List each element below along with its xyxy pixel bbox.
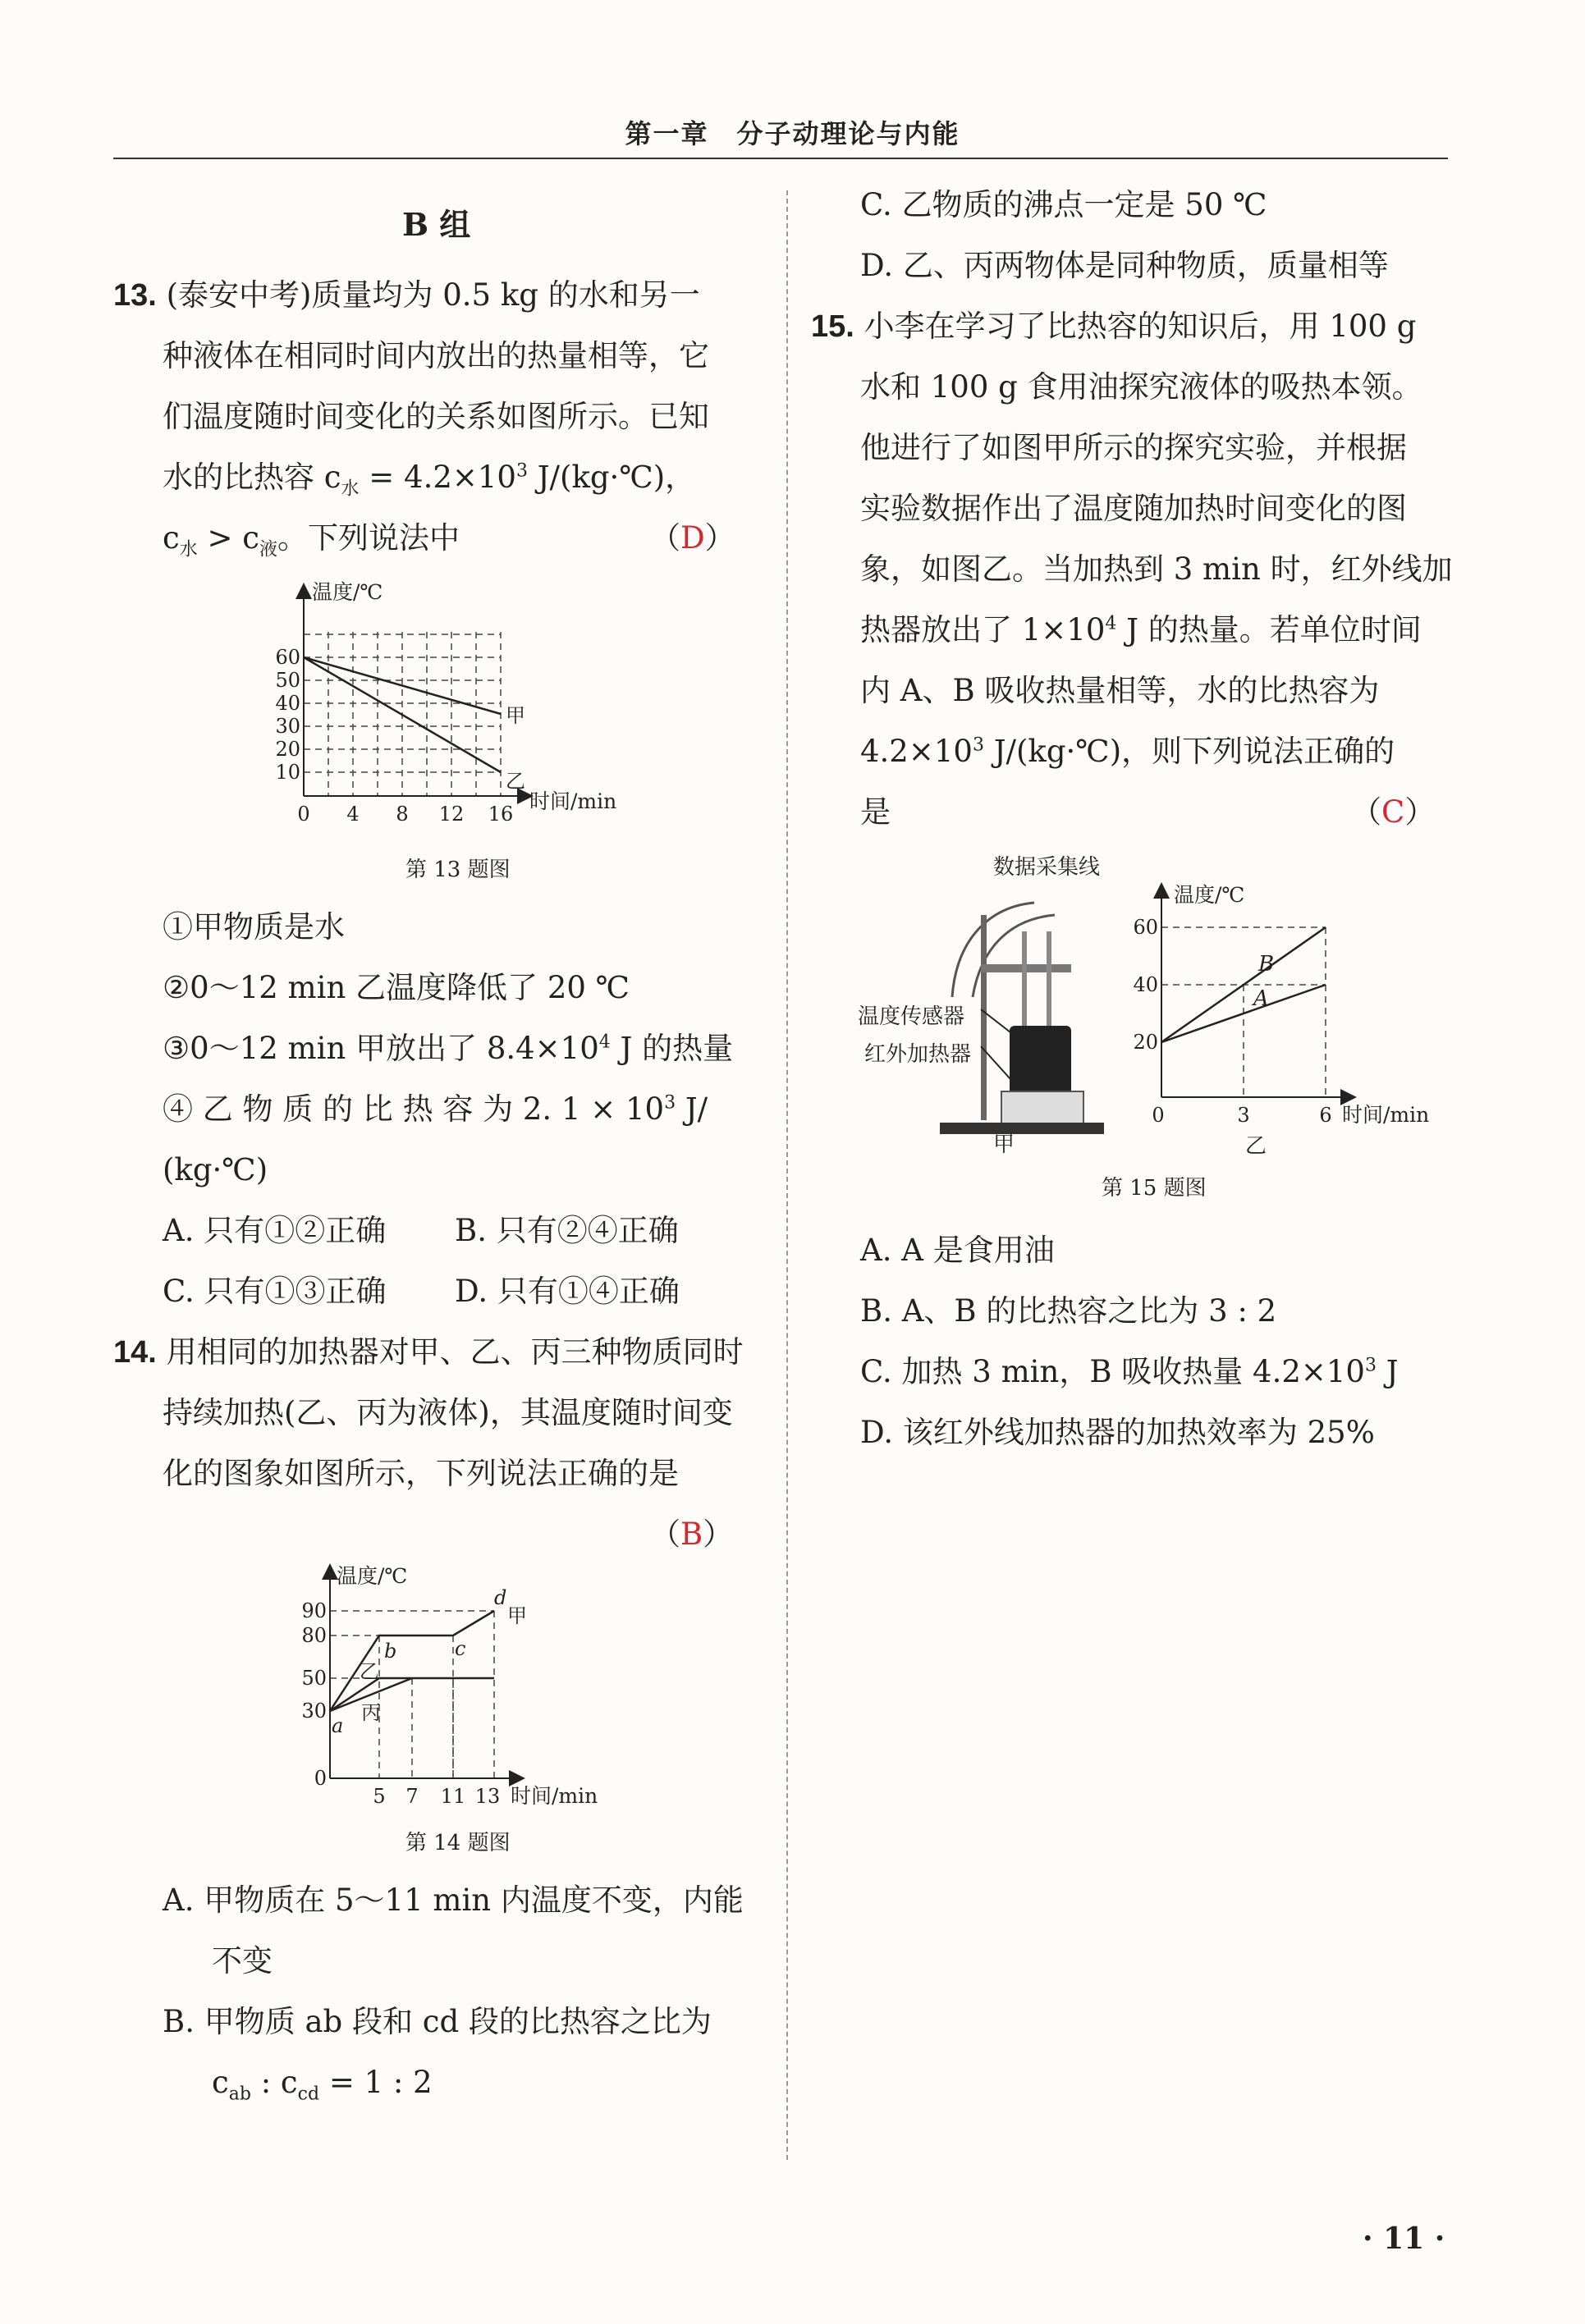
q14-b2c: = 1 : 2 [319, 2065, 433, 2100]
q13-xlabel: 时间/min [529, 789, 617, 813]
q13-number: 13. [113, 278, 157, 313]
q13-xtick: 16 [488, 803, 514, 826]
q13-l4a: 水的比热容 c [163, 460, 341, 495]
q14-opt-a2: 不变 [212, 1943, 273, 1979]
q13-s4sup: 3 [664, 1092, 676, 1114]
q13-s4a: ④ 乙 物 质 的 比 热 容 为 2. 1 × 10 [163, 1091, 665, 1127]
q13-ytick: 50 [275, 669, 300, 692]
q14-line2: 持续加热(乙、丙为液体)，其温度随时间变 [163, 1395, 733, 1430]
column-divider [786, 190, 788, 2160]
q14-opt-a1: A. 甲物质在 5～11 min 内温度不变，内能 [163, 1883, 744, 1918]
q15-xtick: 0 [1152, 1104, 1165, 1127]
q13-text-1: (泰安中考)质量均为 0.5 kg 的水和另一 [166, 277, 700, 313]
q13-s3a: ③0～12 min 甲放出了 8.4×10 [163, 1031, 599, 1066]
q13-opt-b: B. 只有②④正确 [455, 1213, 679, 1248]
q14-xtick: 11 [440, 1785, 466, 1808]
q13-l5c: 。下列说法中 [277, 520, 460, 556]
q15-apparatus-figure [858, 849, 1137, 1161]
q13-line5 [163, 519, 460, 558]
q14-paren-close: ） [703, 1517, 734, 1552]
q15-sub-yi: 乙 [1245, 1134, 1267, 1159]
q15-l8b: J/(kg·℃)，则下列说法正确的 [983, 734, 1395, 769]
q15-line9: 是 [860, 794, 891, 830]
q15-opt-c [860, 1352, 1399, 1392]
q15-paren-close: ） [1404, 794, 1436, 830]
q15-stand-base [940, 1123, 1104, 1134]
q14-b2sub2: cd [297, 2084, 320, 2105]
q14-opt-b2 [212, 2063, 433, 2105]
q13-l5a: c [163, 520, 180, 556]
q15-line7: 内 A、B 吸收热量相等，水的比热容为 [860, 673, 1380, 708]
q15-line2: 水和 100 g 食用油探究液体的吸热本领。 [860, 369, 1422, 405]
q13-l5sub2: 液 [259, 539, 278, 560]
q13-l4c: J/(kg·℃)， [527, 460, 696, 495]
q13-paren-open: （ [650, 520, 680, 556]
q14-line3: 化的图象如图所示，下列说法正确的是 [163, 1456, 679, 1491]
q14-ytick: 90 [301, 1599, 327, 1622]
q15-ytick: 60 [1133, 916, 1158, 939]
q15-ytick: 40 [1133, 973, 1158, 996]
q13-s2: ②0～12 min 乙温度降低了 20 ℃ [163, 970, 630, 1005]
q14-answer-letter: B [680, 1517, 703, 1552]
q13-l5sub1: 水 [179, 539, 198, 560]
q15-csup: 3 [1364, 1355, 1377, 1376]
q15-label-heater: 红外加热器 [864, 1042, 972, 1067]
q15-sensor-1 [1022, 931, 1027, 1038]
q13-s1: ①甲物质是水 [163, 909, 345, 945]
q15-ylabel: 温度/℃ [1174, 883, 1245, 907]
q15-l6b: J 的热量。若单位时间 [1116, 612, 1422, 647]
q14-b2b: : c [250, 2065, 298, 2100]
q15-text-1: 小李在学习了比热容的知识后，用 100 g [864, 309, 1417, 344]
q14-label-yi: 乙 [360, 1660, 379, 1683]
q15-stand-pole [981, 915, 987, 1120]
q13-ytick: 30 [275, 715, 300, 738]
q14-figure [279, 1563, 632, 1818]
q13-ytick: 60 [275, 646, 300, 669]
q14-xtick: 5 [373, 1785, 386, 1808]
q13-l4b: = 4.2×10 [359, 460, 516, 495]
q14-ytick: 30 [301, 1700, 327, 1722]
q13-s4b: J/ [676, 1091, 708, 1127]
q13-line-yi [304, 657, 501, 772]
q14-xlabel: 时间/min [511, 1784, 598, 1808]
q14-opt-c: C. 乙物质的沸点一定是 50 ℃ [860, 187, 1267, 222]
q13-opt-d: D. 只有①④正确 [455, 1274, 680, 1309]
q15-graph-figure [1133, 882, 1457, 1161]
section-title: B 组 [402, 206, 471, 243]
q14-line1 [113, 1333, 744, 1372]
q13-answer-letter: D [680, 520, 705, 556]
q15-line6 [860, 611, 1422, 650]
q13-answer [650, 519, 735, 558]
q14-answer [650, 1515, 733, 1554]
q15-sub-jia: 甲 [993, 1132, 1015, 1157]
q13-s3sup: 4 [598, 1032, 611, 1053]
header-title: 第一章 分子动理论与内能 [625, 118, 960, 149]
q15-line3: 他进行了如图甲所示的探究实验，并根据 [860, 430, 1407, 465]
q13-l4sup: 3 [515, 460, 528, 482]
q14-label-bing: 丙 [361, 1701, 381, 1724]
q14-opt-d: D. 乙、丙两物体是同种物质，质量相等 [860, 248, 1389, 283]
q15-heater-base [1001, 1091, 1083, 1124]
q15-guides [1161, 927, 1326, 1097]
q15-paren-open: （ [1351, 794, 1381, 830]
q15-answer [1351, 793, 1435, 832]
q15-line1 [811, 307, 1416, 346]
q15-label-A: A [1253, 986, 1269, 1011]
q14-caption: 第 14 题图 [405, 1831, 511, 1855]
q15-opt-a: A. A 是食用油 [860, 1233, 1055, 1268]
q14-pt-c: c [455, 1637, 466, 1660]
q15-sensor-2 [1047, 931, 1051, 1038]
q13-xtick: 8 [396, 803, 409, 826]
q13-s4 [163, 1090, 708, 1129]
q15-cb: J [1376, 1354, 1399, 1389]
q14-pt-a: a [332, 1714, 344, 1737]
q15-line4: 实验数据作出了温度随加热时间变化的图 [860, 491, 1407, 526]
q13-ytick: 40 [275, 692, 300, 715]
q13-line1 [113, 276, 700, 315]
q14-paren-open: （ [650, 1517, 680, 1552]
q13-s3 [163, 1029, 733, 1068]
header-rule [113, 158, 1448, 159]
q15-label-data-line: 数据采集线 [993, 855, 1101, 880]
q14-label-jia: 甲 [507, 1604, 527, 1627]
q13-l5b: > c [197, 520, 259, 556]
q15-label-sensor: 温度传感器 [858, 1004, 965, 1029]
q14-xtick: 13 [474, 1785, 501, 1808]
q13-s4c: (kg·℃) [163, 1152, 268, 1187]
q13-caption: 第 13 题图 [405, 858, 511, 882]
q13-label-yi: 乙 [506, 770, 525, 793]
q14-pt-d: d [494, 1586, 507, 1609]
q15-l8sup: 3 [972, 734, 984, 756]
q13-opt-c: C. 只有①③正确 [163, 1274, 387, 1309]
q13-line4 [163, 458, 696, 500]
q14-b2sub1: ab [228, 2084, 251, 2105]
q14-opt-b1: B. 甲物质 ab 段和 cd 段的比热容之比为 [163, 2004, 712, 2039]
q15-line8 [860, 732, 1395, 771]
q14-text-1: 用相同的加热器对甲、乙、丙三种物质同时 [166, 1334, 744, 1370]
q15-ytick: 20 [1133, 1031, 1158, 1054]
q14-number: 14. [113, 1335, 157, 1370]
q15-answer-letter: C [1381, 794, 1405, 830]
q13-xtick: 0 [297, 803, 310, 826]
q15-l6a: 热器放出了 1×10 [860, 612, 1106, 647]
q14-ytick: 0 [314, 1767, 327, 1790]
q14-b2a: c [212, 2065, 229, 2100]
q15-number: 15. [811, 309, 854, 344]
page-header [0, 113, 1585, 151]
q14-ytick: 80 [301, 1624, 327, 1647]
q14-pt-b: b [384, 1640, 397, 1663]
q13-xtick: 4 [346, 803, 360, 826]
q13-figure [263, 574, 648, 845]
q15-opt-b: B. A、B 的比热容之比为 3 : 2 [860, 1293, 1277, 1329]
q15-xtick: 6 [1319, 1104, 1332, 1127]
q15-caption: 第 15 题图 [1102, 1176, 1207, 1201]
q15-line5: 象，如图乙。当加热到 3 min 时，红外线加 [860, 551, 1453, 587]
q15-l8a: 4.2×10 [860, 734, 973, 769]
q15-label-B: B [1258, 952, 1275, 977]
q13-line2: 种液体在相同时间内放出的热量相等，它 [163, 338, 709, 373]
q13-label-jia: 甲 [506, 704, 525, 727]
q15-l6sup: 4 [1105, 613, 1117, 634]
q15-ca: C. 加热 3 min，B 吸收热量 4.2×10 [860, 1354, 1365, 1389]
q13-paren-close: ） [704, 520, 735, 556]
q14-ytick: 50 [301, 1667, 327, 1690]
q13-l4sub: 水 [341, 478, 360, 500]
q15-opt-d: D. 该红外线加热器的加热效率为 25% [860, 1415, 1375, 1450]
q13-ytick: 10 [275, 761, 300, 784]
q13-ylabel: 温度/℃ [312, 580, 383, 604]
q13-s3b: J 的热量 [610, 1031, 734, 1066]
q14-ylabel: 温度/℃ [337, 1564, 408, 1588]
q13-ytick: 20 [275, 738, 300, 761]
q13-opt-a: A. 只有①②正确 [163, 1213, 387, 1248]
q15-xtick: 3 [1237, 1104, 1250, 1127]
q14-xtick: 7 [405, 1785, 419, 1808]
q13-line3: 们温度随时间变化的关系如图所示。已知 [163, 399, 709, 434]
q15-xlabel: 时间/min [1342, 1103, 1430, 1127]
page-number: · 11 · [1363, 2221, 1445, 2256]
q13-xtick: 12 [438, 803, 465, 826]
